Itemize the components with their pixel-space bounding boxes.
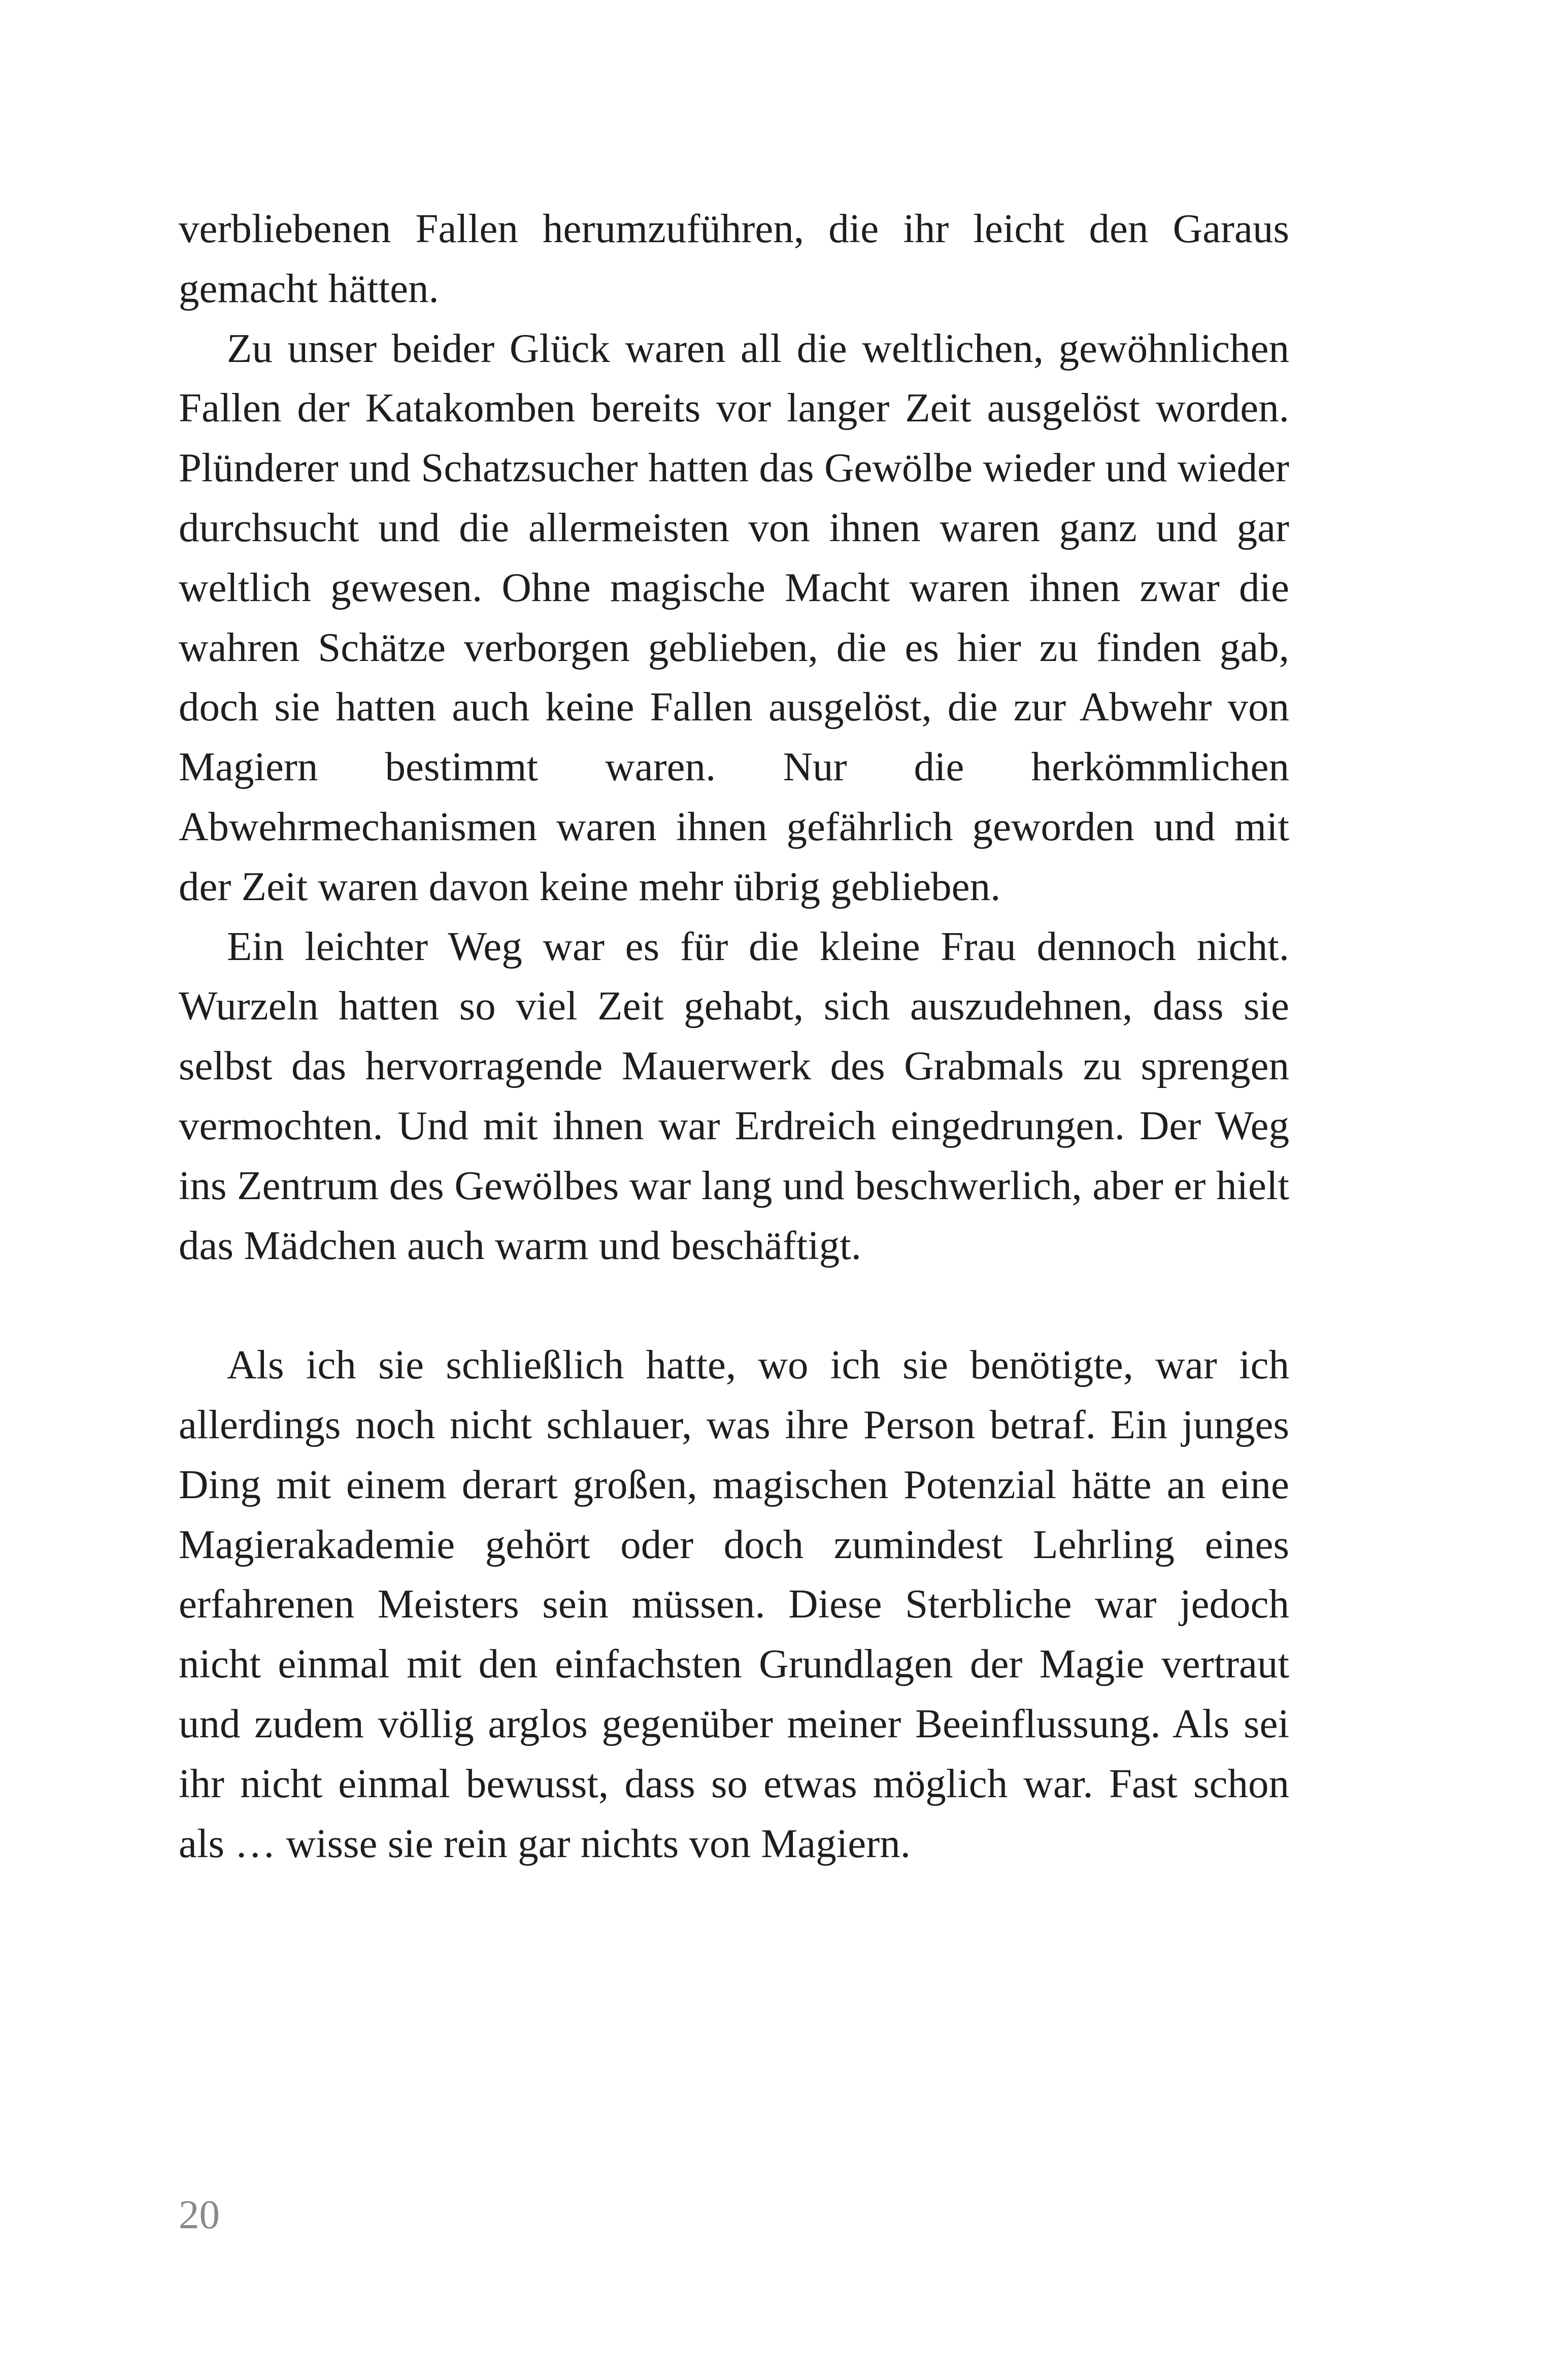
page-number: 20 xyxy=(179,2192,220,2237)
paragraph: Ein leichter Weg war es für die kleine Frau dennoch nicht. Wurzeln hatten so viel Zeit gehabt, sich auszudehnen, dass sie selbst das hervorragende Mauerwerk des Grabmals zu sprengen vermochten. Und mit ihnen war Erdreich eingedrungen. Der Weg ins Zentrum des Gewölbes war lang und beschwerlich, aber er hielt das Mädchen auch warm und beschäftigt. xyxy=(179,923,1289,1268)
paragraph-continuation: verbliebenen Fallen herumzuführen, die ihr leicht den Garaus gemacht hätten. xyxy=(179,206,1289,311)
paragraph-section-start: Als ich sie schließlich hatte, wo ich sie benötigte, war ich allerdings noch nicht schlauer, was ihre Person betraf. Ein junges Ding mit einem derart großen, magischen Potenzial hätte an eine Magierakademie gehört oder doch zumindest Lehrling eines erfahrenen Meisters sein müssen. Diese Sterbliche war jedoch nicht einmal mit den einfachsten Grundlagen der Magie vertraut und zudem völlig arglos gegenüber meiner Beeinflussung. Als sei ihr nicht einmal bewusst, dass so etwas möglich war. Fast schon als … wisse sie rein gar nichts von Magiern. xyxy=(179,1342,1289,1866)
paragraph: Zu unser beider Glück waren all die weltlichen, gewöhnlichen Fallen der Katakomben bereits vor langer Zeit ausgelöst worden. Plünderer und Schatzsucher hatten das Gewölbe wieder und wieder durchsucht und die allermeisten von ihnen waren ganz und gar weltlich gewesen. Ohne magische Macht waren ihnen zwar die wahren Schätze verborgen geblieben, die es hier zu finden gab, doch sie hatten auch keine Fallen ausgelöst, die zur Abwehr von Magiern bestimmt waren. Nur die herkömmlichen Abwehrmechanismen waren ihnen gefährlich geworden und mit der Zeit waren davon keine mehr übrig geblieben. xyxy=(179,325,1289,909)
body-text xyxy=(179,199,1289,1873)
